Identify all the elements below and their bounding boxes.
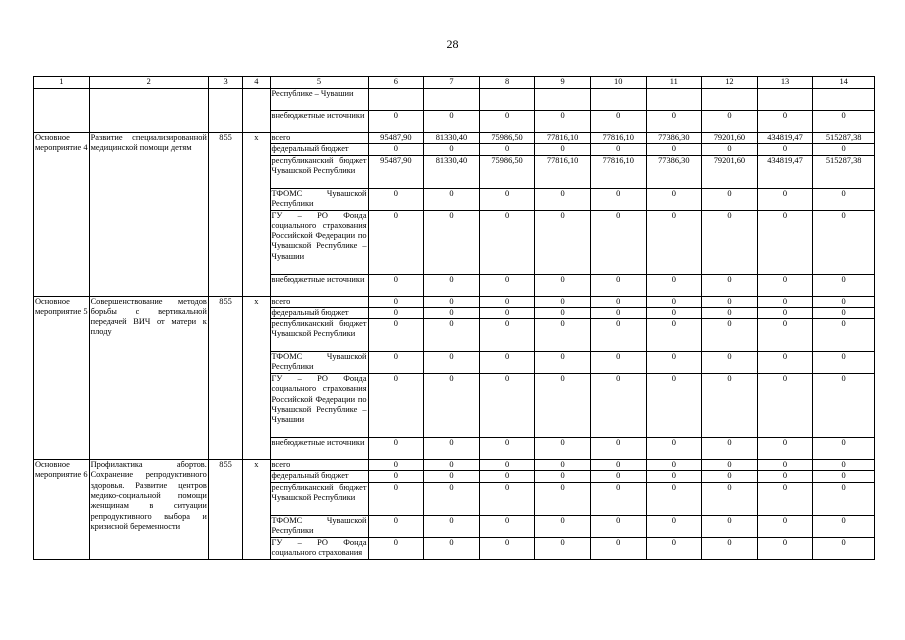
funding-source: всего: [270, 296, 368, 307]
column-number: 8: [479, 77, 535, 89]
value-cell: 0: [590, 144, 646, 155]
value-cell: 0: [535, 307, 591, 318]
value-cell: 0: [424, 296, 480, 307]
value-cell: 0: [479, 438, 535, 460]
value-cell: 0: [590, 352, 646, 374]
value-cell: 0: [646, 515, 702, 537]
value-cell: 0: [702, 307, 758, 318]
value-cell: 0: [368, 296, 424, 307]
value-cell: 0: [646, 210, 702, 274]
value-cell: 0: [535, 515, 591, 537]
value-cell: 0: [757, 471, 813, 482]
value-cell: 0: [702, 111, 758, 133]
value-cell: 0: [813, 319, 875, 352]
value-cell: 0: [813, 111, 875, 133]
value-cell: 0: [813, 144, 875, 155]
value-cell: 0: [702, 296, 758, 307]
value-cell: 0: [424, 319, 480, 352]
value-cell: 77816,10: [590, 155, 646, 188]
value-cell: 0: [757, 274, 813, 296]
activity-name: Развитие специализированной медицинской помощи детям: [89, 133, 208, 297]
value-cell: 0: [590, 296, 646, 307]
value-cell: 0: [368, 460, 424, 471]
value-cell: 0: [479, 274, 535, 296]
funding-source: ТФОМС Чувашской Республики: [270, 188, 368, 210]
value-cell: 0: [813, 515, 875, 537]
value-cell: 0: [479, 188, 535, 210]
value-cell: 515287,38: [813, 133, 875, 144]
table-row: [34, 133, 875, 144]
column-number: 7: [424, 77, 480, 89]
column-number: 5: [270, 77, 368, 89]
col4-mark: x: [243, 460, 270, 560]
value-cell: 77816,10: [535, 133, 591, 144]
value-cell: 0: [479, 144, 535, 155]
value-cell: 0: [368, 352, 424, 374]
funding-source: республиканский бюджет Чувашской Республики: [270, 482, 368, 515]
value-cell: 515287,38: [813, 155, 875, 188]
value-cell: 0: [535, 210, 591, 274]
cont-col4-cell: [243, 89, 270, 133]
value-cell: 0: [590, 471, 646, 482]
value-cell: 77386,30: [646, 133, 702, 144]
value-cell: 0: [757, 352, 813, 374]
value-cell: 0: [590, 210, 646, 274]
value-cell: 0: [813, 438, 875, 460]
value-cell: 0: [368, 482, 424, 515]
value-cell: 0: [424, 144, 480, 155]
page-number: 28: [446, 37, 459, 51]
value-cell: 0: [646, 307, 702, 318]
value-cell: 0: [424, 274, 480, 296]
value-cell: 0: [813, 537, 875, 559]
value-cell: 0: [535, 319, 591, 352]
column-number: 11: [646, 77, 702, 89]
value-cell: 0: [646, 188, 702, 210]
value-cell: 0: [702, 515, 758, 537]
funding-source: внебюджетные источники: [270, 438, 368, 460]
value-cell: [757, 89, 813, 111]
value-cell: 0: [479, 352, 535, 374]
funding-source: ГУ – РО Фонда социального страхования Российской Федерации по Чувашской Республике – Чувашии: [270, 374, 368, 438]
value-cell: 0: [757, 144, 813, 155]
funding-source: ГУ – РО Фонда социального страхования Российской Федерации по Чувашской Республике – Чувашии: [270, 210, 368, 274]
cont-col3-cell: [208, 89, 242, 133]
value-cell: 0: [757, 188, 813, 210]
responsible-code: 855: [208, 296, 242, 460]
value-cell: 0: [757, 482, 813, 515]
value-cell: [590, 89, 646, 111]
activity-name: Профилактика абортов. Сохранение репродуктивного здоровья. Развитие центров медико-социальной помощи женщинам в ситуации репродуктивного выбора и кризисной беременности: [89, 460, 208, 560]
column-number: 2: [89, 77, 208, 89]
value-cell: 0: [702, 274, 758, 296]
value-cell: 0: [368, 374, 424, 438]
value-cell: 0: [702, 460, 758, 471]
value-cell: [535, 89, 591, 111]
value-cell: 0: [757, 460, 813, 471]
value-cell: 0: [757, 111, 813, 133]
value-cell: 0: [757, 210, 813, 274]
value-cell: [646, 89, 702, 111]
value-cell: 0: [646, 374, 702, 438]
funding-source: федеральный бюджет: [270, 144, 368, 155]
value-cell: 0: [535, 188, 591, 210]
column-number: 13: [757, 77, 813, 89]
value-cell: 77816,10: [535, 155, 591, 188]
funding-source: Республике – Чувашии: [270, 89, 368, 111]
value-cell: 0: [702, 210, 758, 274]
value-cell: 0: [424, 438, 480, 460]
value-cell: 0: [535, 111, 591, 133]
column-number: 4: [243, 77, 270, 89]
value-cell: 75986,50: [479, 155, 535, 188]
value-cell: [368, 89, 424, 111]
value-cell: 0: [757, 374, 813, 438]
value-cell: 0: [646, 352, 702, 374]
funding-source: внебюджетные источники: [270, 111, 368, 133]
cont-name-cell: [89, 89, 208, 133]
value-cell: 0: [646, 144, 702, 155]
value-cell: 79201,60: [702, 133, 758, 144]
value-cell: 0: [535, 460, 591, 471]
col4-mark: x: [243, 296, 270, 460]
responsible-code: 855: [208, 133, 242, 297]
value-cell: 0: [424, 352, 480, 374]
value-cell: 0: [479, 307, 535, 318]
column-number: 12: [702, 77, 758, 89]
value-cell: 0: [590, 537, 646, 559]
value-cell: 0: [479, 515, 535, 537]
value-cell: 0: [535, 352, 591, 374]
value-cell: 0: [702, 537, 758, 559]
value-cell: 0: [757, 515, 813, 537]
column-number: 9: [535, 77, 591, 89]
value-cell: 0: [368, 274, 424, 296]
value-cell: [702, 89, 758, 111]
value-cell: 0: [424, 537, 480, 559]
value-cell: 0: [590, 307, 646, 318]
value-cell: 0: [813, 471, 875, 482]
value-cell: [424, 89, 480, 111]
value-cell: 0: [368, 111, 424, 133]
value-cell: 0: [535, 296, 591, 307]
value-cell: 0: [590, 460, 646, 471]
value-cell: 0: [590, 111, 646, 133]
value-cell: 0: [424, 307, 480, 318]
value-cell: 0: [646, 111, 702, 133]
value-cell: 77816,10: [590, 133, 646, 144]
value-cell: 0: [646, 537, 702, 559]
table-row: [34, 296, 875, 307]
value-cell: 0: [590, 274, 646, 296]
value-cell: 0: [702, 438, 758, 460]
value-cell: 0: [813, 460, 875, 471]
value-cell: 0: [702, 319, 758, 352]
value-cell: 0: [646, 482, 702, 515]
value-cell: 0: [535, 537, 591, 559]
column-number: 1: [34, 77, 90, 89]
value-cell: 0: [646, 296, 702, 307]
value-cell: 0: [757, 438, 813, 460]
value-cell: 0: [590, 188, 646, 210]
value-cell: 0: [590, 374, 646, 438]
cont-activity-cell: [34, 89, 90, 133]
value-cell: 0: [702, 374, 758, 438]
value-cell: 0: [479, 471, 535, 482]
value-cell: 0: [757, 537, 813, 559]
value-cell: 95487,90: [368, 133, 424, 144]
value-cell: 0: [702, 482, 758, 515]
funding-source: внебюджетные источники: [270, 274, 368, 296]
value-cell: 0: [424, 471, 480, 482]
value-cell: 0: [590, 515, 646, 537]
value-cell: 434819,47: [757, 133, 813, 144]
value-cell: 0: [646, 274, 702, 296]
value-cell: 0: [590, 438, 646, 460]
value-cell: 0: [535, 482, 591, 515]
value-cell: 0: [424, 188, 480, 210]
funding-source: ТФОМС Чувашской Республики: [270, 515, 368, 537]
value-cell: 0: [479, 460, 535, 471]
value-cell: 0: [702, 471, 758, 482]
value-cell: 0: [813, 352, 875, 374]
value-cell: 0: [368, 210, 424, 274]
column-number: 6: [368, 77, 424, 89]
value-cell: 0: [702, 352, 758, 374]
activity-name: Совершенствование методов борьбы с вертикальной передачей ВИЧ от матери к плоду: [89, 296, 208, 460]
column-number: 14: [813, 77, 875, 89]
funding-source: республиканский бюджет Чувашской Республики: [270, 155, 368, 188]
value-cell: 0: [813, 210, 875, 274]
column-number: 3: [208, 77, 242, 89]
value-cell: 95487,90: [368, 155, 424, 188]
activity-label: Основное мероприятие 4: [34, 133, 90, 297]
table-body: [34, 77, 875, 560]
value-cell: 0: [368, 144, 424, 155]
value-cell: 0: [479, 210, 535, 274]
funding-source: ТФОМС Чувашской Республики: [270, 352, 368, 374]
column-number: 10: [590, 77, 646, 89]
value-cell: 0: [702, 188, 758, 210]
responsible-code: 855: [208, 460, 242, 560]
value-cell: 0: [424, 482, 480, 515]
value-cell: 0: [479, 537, 535, 559]
value-cell: 0: [479, 374, 535, 438]
col4-mark: x: [243, 133, 270, 297]
value-cell: 0: [646, 319, 702, 352]
value-cell: 0: [368, 188, 424, 210]
value-cell: 0: [368, 515, 424, 537]
value-cell: 0: [590, 319, 646, 352]
value-cell: 0: [813, 296, 875, 307]
value-cell: 0: [590, 482, 646, 515]
value-cell: 79201,60: [702, 155, 758, 188]
value-cell: 0: [424, 460, 480, 471]
value-cell: 0: [368, 471, 424, 482]
column-number-row: [34, 77, 875, 89]
funding-source: всего: [270, 460, 368, 471]
value-cell: 0: [535, 274, 591, 296]
value-cell: 0: [368, 319, 424, 352]
funding-table: [33, 76, 875, 560]
value-cell: 0: [424, 111, 480, 133]
value-cell: [479, 89, 535, 111]
value-cell: 0: [479, 482, 535, 515]
activity-label: Основное мероприятие 6: [34, 460, 90, 560]
value-cell: 81330,40: [424, 133, 480, 144]
value-cell: 0: [813, 374, 875, 438]
table-row: [34, 89, 875, 111]
funding-source: республиканский бюджет Чувашской Республики: [270, 319, 368, 352]
value-cell: 0: [479, 319, 535, 352]
activity-label: Основное мероприятие 5: [34, 296, 90, 460]
value-cell: 0: [646, 471, 702, 482]
value-cell: 0: [646, 460, 702, 471]
value-cell: 0: [757, 319, 813, 352]
value-cell: 434819,47: [757, 155, 813, 188]
value-cell: 0: [368, 438, 424, 460]
value-cell: 0: [757, 307, 813, 318]
funding-source: федеральный бюджет: [270, 471, 368, 482]
funding-source: всего: [270, 133, 368, 144]
value-cell: 0: [535, 374, 591, 438]
value-cell: 0: [535, 438, 591, 460]
value-cell: 0: [535, 471, 591, 482]
value-cell: 77386,30: [646, 155, 702, 188]
value-cell: 0: [813, 188, 875, 210]
value-cell: 0: [813, 307, 875, 318]
value-cell: 0: [368, 307, 424, 318]
value-cell: 0: [702, 144, 758, 155]
table-row: [34, 460, 875, 471]
value-cell: 0: [424, 515, 480, 537]
value-cell: 0: [646, 438, 702, 460]
funding-source: федеральный бюджет: [270, 307, 368, 318]
value-cell: 0: [424, 210, 480, 274]
value-cell: [813, 89, 875, 111]
funding-source: ГУ – РО Фонда социального страхования: [270, 537, 368, 559]
value-cell: 0: [813, 274, 875, 296]
value-cell: 0: [479, 111, 535, 133]
value-cell: 0: [813, 482, 875, 515]
value-cell: 0: [479, 296, 535, 307]
value-cell: 0: [424, 374, 480, 438]
value-cell: 0: [535, 144, 591, 155]
value-cell: 81330,40: [424, 155, 480, 188]
value-cell: 0: [368, 537, 424, 559]
value-cell: 0: [757, 296, 813, 307]
value-cell: 75986,50: [479, 133, 535, 144]
